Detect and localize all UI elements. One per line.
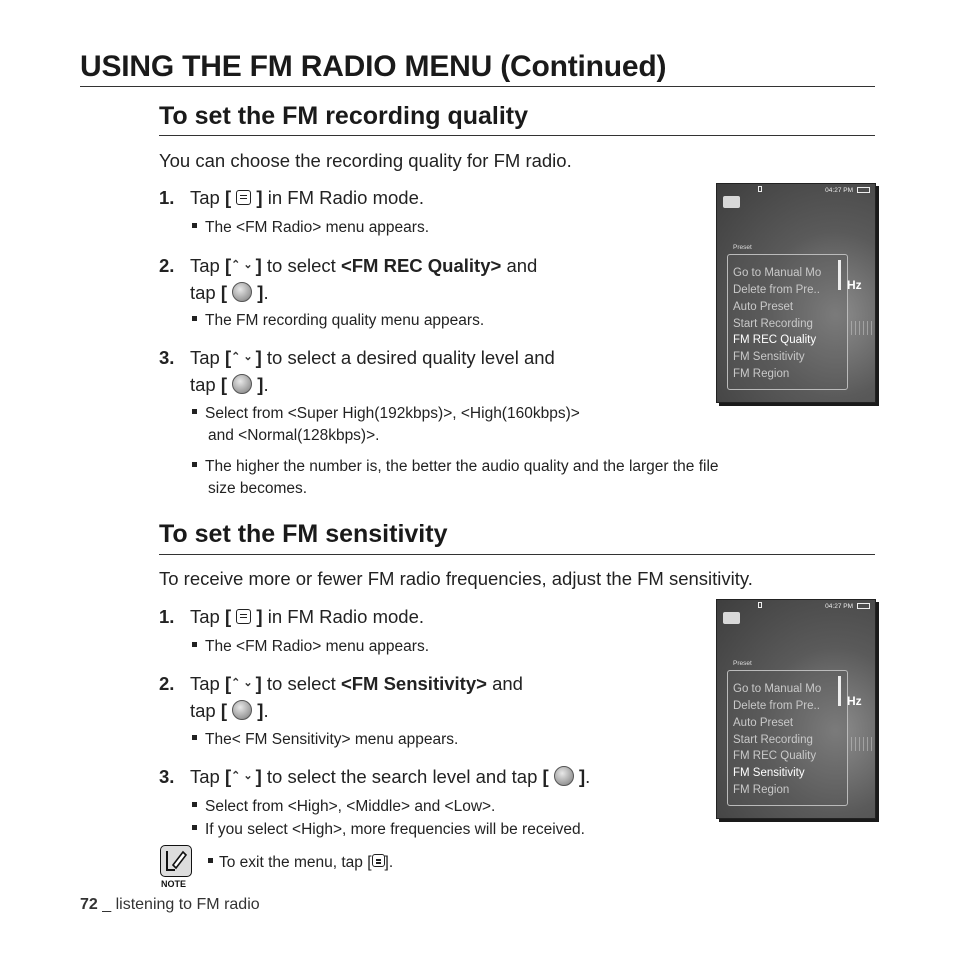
menu-item[interactable]: FM Region	[733, 368, 790, 380]
step-text: tap	[190, 373, 221, 395]
section1-intro: You can choose the recording quality for FM radio.	[159, 150, 572, 171]
section2-step2: 2. Tap [⌃⌄] to select <FM Sensitivity> and tap [ ].	[159, 671, 523, 723]
menu-item[interactable]: FM Region	[733, 784, 790, 796]
note-pencil-icon	[160, 845, 192, 877]
menu-item[interactable]: FM Sensitivity	[733, 351, 805, 363]
step-text: to select a desired quality level and	[261, 347, 555, 368]
up-down-icon: ⌃⌄	[231, 258, 256, 271]
section1-heading: To set the FM recording quality	[159, 102, 529, 130]
preset-label: Preset	[733, 660, 752, 667]
radio-icon	[723, 612, 740, 624]
scroll-indicator	[838, 676, 841, 706]
frequency-scale	[851, 737, 873, 751]
menu-icon	[236, 609, 251, 624]
section2-divider	[159, 554, 875, 555]
hz-label: Hz	[847, 278, 862, 292]
step-text: tap	[190, 281, 221, 303]
device-screen-sensitivity	[716, 599, 876, 819]
section1-step2-bullet: The FM recording quality menu appears.	[192, 310, 484, 332]
up-down-icon: ⌃⌄	[231, 769, 256, 782]
menu-item[interactable]: Auto Preset	[733, 717, 794, 729]
clock-text: 04:27 PM	[825, 603, 853, 610]
title-divider	[80, 86, 875, 87]
menu-item[interactable]: FM REC Quality	[733, 750, 817, 762]
section2-step1: 1. Tap [ ] in FM Radio mode.	[159, 606, 425, 627]
up-down-icon: ⌃⌄	[231, 676, 256, 689]
radio-icon	[723, 196, 740, 208]
menu-item[interactable]: Delete from Pre..	[733, 700, 820, 712]
section2-step3-bullet2: If you select <High>, more frequencies will be received.	[192, 819, 585, 841]
step-text: Tap	[190, 255, 225, 276]
section2-heading: To set the FM sensitivity	[159, 520, 448, 548]
section1-step2: 2. Tap [⌃⌄] to select <FM REC Quality> and tap [ ].	[159, 253, 537, 305]
section2-intro: To receive more or fewer FM radio frequencies, adjust the FM sensitivity.	[159, 568, 753, 589]
section2-step2-bullet: The< FM Sensitivity> menu appears.	[192, 729, 458, 751]
section2-step3: 3. Tap [⌃⌄] to select the search level and tap [ ].	[159, 764, 590, 791]
step-text: Tap	[190, 606, 225, 627]
note-text: To exit the menu, tap [ ].	[208, 854, 393, 872]
select-circle-icon	[554, 766, 574, 786]
page-number: 72	[80, 896, 98, 913]
menu-item[interactable]: Start Recording	[733, 734, 813, 746]
select-circle-icon	[232, 374, 252, 394]
footer-text: _ listening to FM radio	[97, 896, 260, 913]
hz-label: Hz	[847, 694, 862, 708]
menu-item[interactable]: Go to Manual Mo	[733, 267, 822, 279]
step-number: 2.	[159, 255, 175, 276]
step-text: in FM Radio mode.	[262, 187, 425, 208]
menu-item[interactable]: Start Recording	[733, 318, 813, 330]
menu-item-selected[interactable]: FM Sensitivity	[733, 767, 805, 779]
menu-item-selected[interactable]: FM REC Quality	[733, 334, 817, 346]
lock-icon	[758, 602, 762, 608]
device-screen-rec-quality	[716, 183, 876, 403]
menu-item[interactable]: Auto Preset	[733, 301, 794, 313]
section2-step3-bullet1: Select from <High>, <Middle> and <Low>.	[192, 796, 495, 818]
battery-icon	[857, 603, 870, 609]
step-text: and	[501, 255, 538, 276]
select-circle-icon	[232, 282, 252, 302]
section1-step1-bullet: The <FM Radio> menu appears.	[192, 217, 429, 239]
battery-icon	[857, 187, 870, 193]
menu-target: <FM REC Quality>	[340, 255, 502, 276]
menu-item[interactable]: Delete from Pre..	[733, 284, 820, 296]
step-text: Tap	[190, 347, 225, 368]
section1-step3: 3. Tap [⌃⌄] to select a desired quality level and tap [ ].	[159, 345, 555, 397]
step-number: 3.	[159, 766, 175, 787]
section1-step3-bullet2: The higher the number is, the better the audio quality and the larger the file size becomes.	[192, 456, 719, 500]
step-text: and	[486, 673, 523, 694]
page-title: USING THE FM RADIO MENU (Continued)	[80, 50, 667, 83]
step-number: 2.	[159, 673, 175, 694]
note-label: NOTE	[161, 879, 187, 889]
up-down-icon: ⌃⌄	[231, 350, 256, 363]
menu-icon	[236, 190, 251, 205]
clock-text: 04:27 PM	[825, 187, 853, 194]
step-number: 1.	[159, 606, 175, 627]
step-text: Tap	[190, 673, 225, 694]
step-number: 1.	[159, 187, 175, 208]
section1-step3-bullet1: Select from <Super High(192kbps)>, <High(160kbps)> and <Normal(128kbps)>.	[192, 403, 580, 447]
select-circle-icon	[232, 700, 252, 720]
section2-step1-bullet: The <FM Radio> menu appears.	[192, 636, 429, 658]
step-text: in FM Radio mode.	[262, 606, 425, 627]
lock-icon	[758, 186, 762, 192]
preset-label: Preset	[733, 244, 752, 251]
section1-divider	[159, 135, 875, 136]
step-number: 3.	[159, 347, 175, 368]
menu-target: <FM Sensitivity>	[340, 673, 487, 694]
section1-step1: 1. Tap [ ] in FM Radio mode.	[159, 187, 425, 208]
step-text: Tap	[190, 187, 225, 208]
page-footer	[80, 896, 260, 914]
menu-icon	[372, 854, 385, 867]
scroll-indicator	[838, 260, 841, 290]
frequency-scale	[851, 321, 873, 335]
step-text: Tap	[190, 766, 225, 787]
step-text: to select the search level and tap	[261, 766, 543, 787]
step-text: to select	[261, 255, 341, 276]
menu-item[interactable]: Go to Manual Mo	[733, 683, 822, 695]
step-text: tap	[190, 699, 221, 721]
step-text: to select	[261, 673, 341, 694]
